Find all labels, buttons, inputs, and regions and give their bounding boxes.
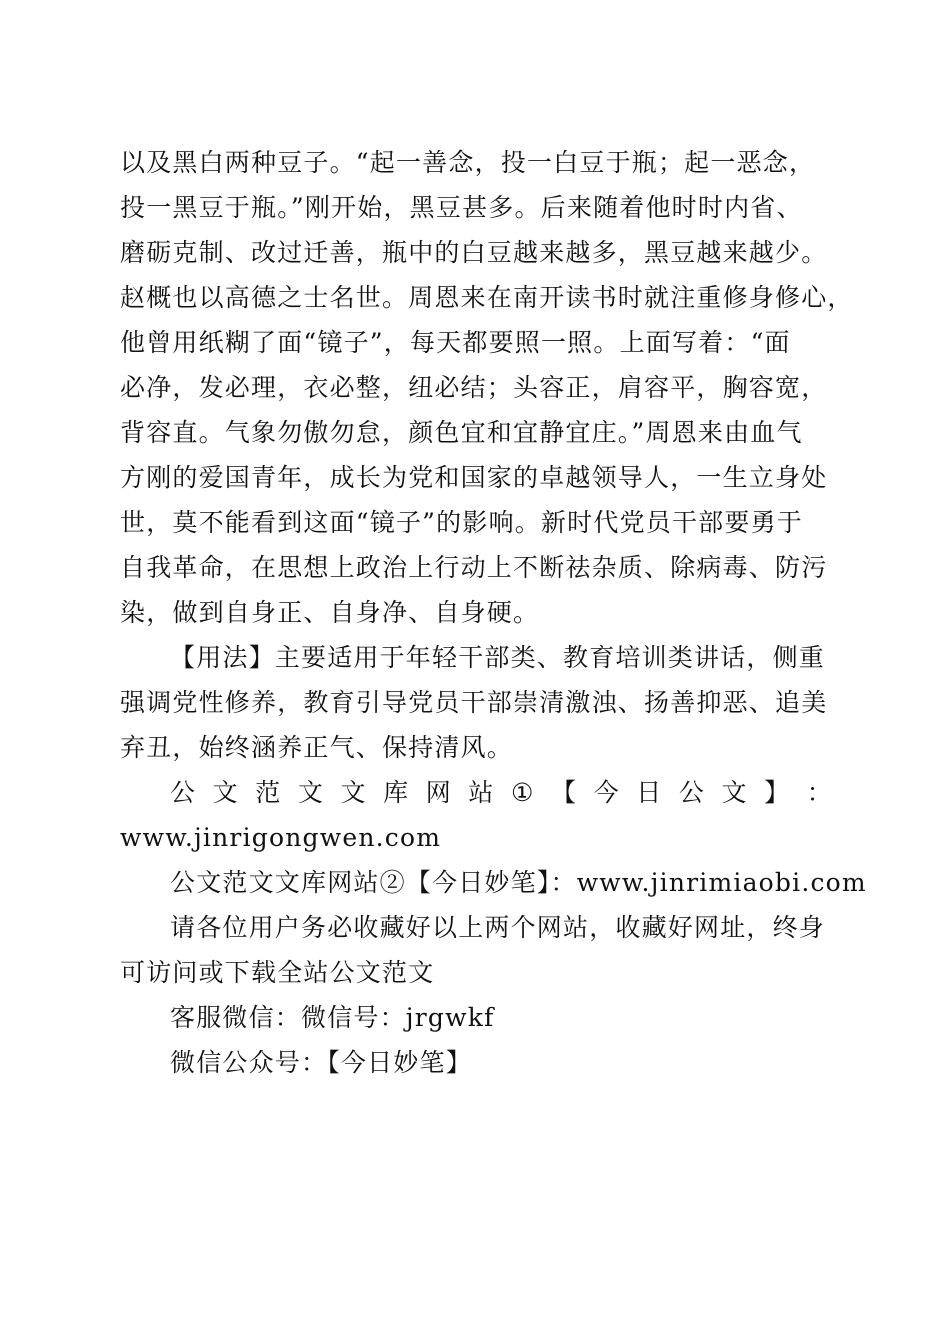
body-line: 背容直。气象勿傲勿怠，颜色宜和宜静宜庄。”周恩来由血气 [120, 418, 803, 447]
site1-token: 文 [212, 778, 238, 807]
site1-token: 公 [170, 778, 196, 807]
body-line: 以及黑白两种豆子。“起一善念，投一白豆于瓶；起一恶念， [120, 148, 816, 177]
site1-token: 文 [340, 778, 366, 807]
body-line: 磨砺克制、改过迁善，瓶中的白豆越来越多，黑豆越来越少。 [120, 238, 828, 267]
usage-paragraph-start: 【用法】主要适用于年轻干部类、教育培训类讲话，侧重 [170, 643, 826, 672]
body-line: 赵概也以高德之士名世。周恩来在南开读书时就注重修身修心， [120, 283, 854, 312]
notice-line: 请各位用户务必收藏好以上两个网站，收藏好网址，终身 [170, 913, 826, 942]
body-line: 染，做到自身正、自身净、自身硬。 [120, 598, 540, 627]
document-body [120, 140, 867, 1085]
body-line: 弃丑，始终涵养正气、保持清风。 [120, 733, 514, 762]
site1-token: 】 [764, 778, 790, 807]
site1-token: 文 [721, 778, 747, 807]
site1-token: 公 [678, 778, 704, 807]
body-line: 他曾用纸糊了面“镜子”，每天都要照一照。上面写着：“面 [120, 328, 791, 357]
site1-token: ： [806, 778, 832, 807]
site1-token: 【 [551, 778, 577, 807]
site1-token: 今 [593, 778, 619, 807]
notice-line: 可访问或下载全站公文范文 [120, 958, 435, 987]
service-wechat: 客服微信：微信号：jrgwkf [170, 1003, 495, 1032]
site2-line: 公文范文文库网站②【今日妙笔】：www.jinrimiaobi.com [170, 868, 867, 897]
official-account: 微信公众号：【今日妙笔】 [170, 1048, 472, 1077]
site1-token: ① [511, 778, 534, 807]
site1-token: 库 [383, 778, 409, 807]
site1-token: 文 [297, 778, 323, 807]
site1-token: 站 [468, 778, 494, 807]
site1-line [120, 770, 832, 815]
body-line: 强调党性修养，教育引导党员干部崇清激浊、扬善抑恶、追美 [120, 688, 828, 717]
site1-url-link[interactable]: www.jinrigongwen.com [120, 823, 442, 852]
site1-token: 日 [636, 778, 662, 807]
body-line: 必净，发必理，衣必整，纽必结；头容正，肩容平，胸容宽， [120, 373, 828, 402]
body-line: 方刚的爱国青年，成长为党和国家的卓越领导人，一生立身处 [120, 463, 828, 492]
site1-token: 网 [425, 778, 451, 807]
body-line: 世，莫不能看到这面“镜子”的影响。新时代党员干部要勇于 [120, 508, 803, 537]
body-line: 投一黑豆于瓶。”刚开始，黑豆甚多。后来随着他时时内省、 [120, 193, 803, 222]
site1-token: 范 [255, 778, 281, 807]
body-line: 自我革命，在思想上政治上行动上不断祛杂质、除病毒、防污 [120, 553, 828, 582]
